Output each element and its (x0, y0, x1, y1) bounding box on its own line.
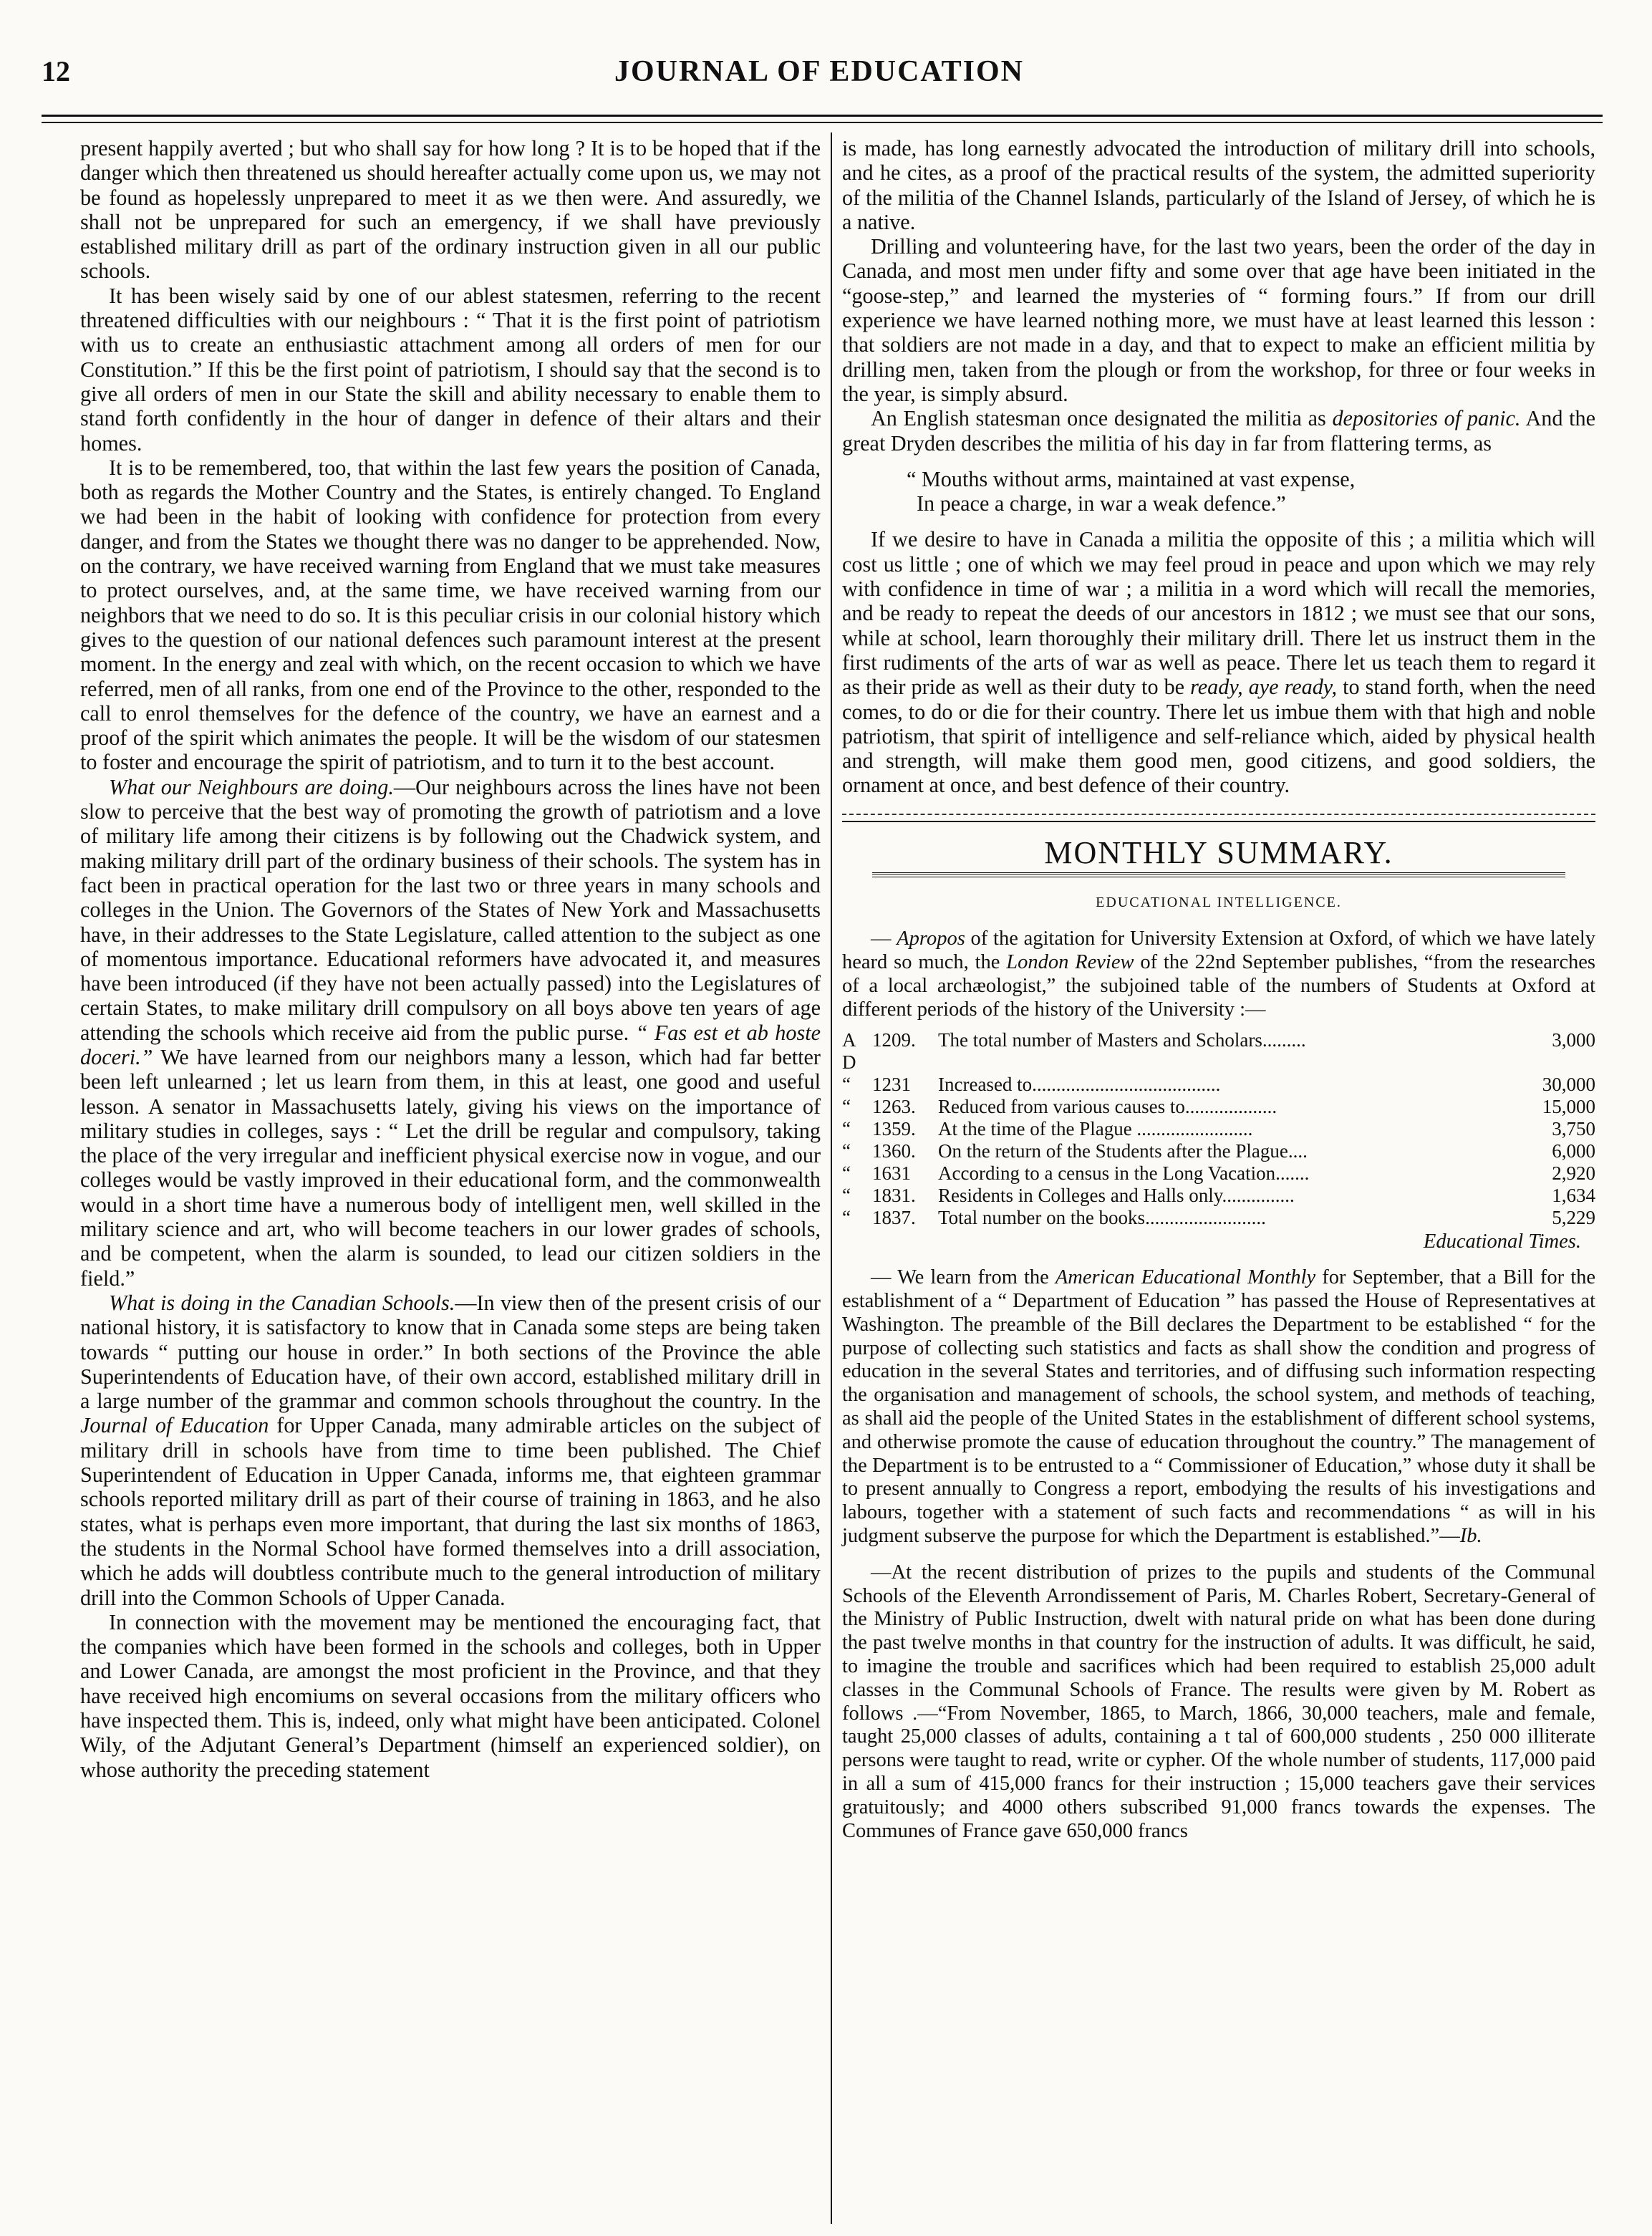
table-cell-year: 1263. (872, 1095, 916, 1117)
table-cell-year: 1831. (872, 1184, 916, 1206)
dryden-quote: “ Mouths without arms, maintained at vast expense, In peace a charge, in war a weak defence.” (907, 466, 1356, 516)
paragraph: is made, has long earnestly advocated the introduction of military drill into schools, and he cites, as a proof of the practical results of the system, the admitted superiority of the militia of the Channel Islands, particularly of the Island of Jersey, of which he is a native. (842, 136, 1595, 234)
table-row (842, 1140, 1595, 1162)
paragraph: — Apropos of the agitation for University Extension at Oxford, of which we have lately heard so much, the London Review of the 22nd September publishes, “from the researches of a local archæologist,” the subjoined table of the numbers of Students at Oxford at different periods of the history of the University :— (842, 927, 1596, 1021)
table-row (842, 1162, 1595, 1185)
paragraph: present happily averted ; but who shall say for how long ? It is to be hoped that if the danger which then threatened us should hereafter actually come upon us, we may not be found as hopelessly unprepared to meet it as we then were. And assuredly, we shall not be unprepared for such an emergency, if we shall have previously established military drill as part of the ordinary instruction given in all our public schools. (80, 136, 821, 284)
paragraph: It is to be remembered, too, that within the last few years the position of Canada, both as regards the Mother Country and the States, is entirely changed. To England we had been in the habit of looking with confidence for protection from every danger, and from the States we thought there was no danger to be apprehended. Now, on the contrary, we have received warning from England that we must take measures to protect ourselves, and, at the same time, we have received warning from our neighbors that we need to do so. It is this peculiar crisis in our colonial history which gives to the question of our national defences such paramount interest at the present moment. In the energy and zeal with which, on the recent occasion to which we have referred, men of all ranks, from one end of the Province to the other, responded to the call to enrol themselves for the defence of the country, we have an earnest and a proof of the spirit which animates the people. It will be the wisdom of our statesmen to foster and encourage the spirit of patriotism, and to turn it to the best account. (80, 455, 821, 775)
table-cell-value: 15,000 (1542, 1095, 1595, 1117)
table-cell-year: 1631 (872, 1162, 911, 1184)
subsection-heading: EDUCATIONAL INTELLIGENCE. (1096, 895, 1342, 911)
paragraph: An English statesman once designated the militia as depositories of panic. And the great Dryden describes the militia of his day in far from flattering terms, as (842, 406, 1596, 456)
section-heading: What is doing in the Canadian Schools. (109, 1290, 455, 1315)
table-cell-prefix: A D (842, 1028, 856, 1073)
table-cell-value: 2,920 (1552, 1162, 1595, 1184)
page-header (32, 54, 1607, 105)
paragraph: — We learn from the American Educational Monthly for September, that a Bill for the establishment of a “ Department of Education ” has passed the House of Representatives at Washington. The preamble of the Bill declares the Department to be established “ for the purpose of collecting such statistics and facts as shall show the condition and progress of education in the several States and territories, and of diffusing such information respecting the organisation and management of schools, the school system, and methods of teaching, as shall aid the people of the United States in the establishment of different school systems, and otherwise promote the cause of education throughout the country.” The management of the Department is to be entrusted to a “ Commissioner of Education,” whose duty it shall be to present annually to Congress a report, embodying the results of his investigations and labours, together with a statement of such facts and recommendations “ as will in his judgment subserve the purpose for which the Department is established.”—Ib. (842, 1266, 1596, 1548)
paragraph: Drilling and volunteering have, for the last two years, been the order of the day in Canada, and most men under fifty and some over that age have been initiated in the “goose-step,” and learned the mysteries of “ forming fours.” If from our drill experience we have learned nothing more, we must have at least learned this lesson : that soldiers are not made in a day, and that to expect to make an efficient militia by drilling men, taken from the plough or from the workshop, for three or four weeks in the year, is simply absurd. (842, 234, 1595, 406)
section-divider (842, 821, 1595, 822)
paragraph: It has been wisely said by one of our ablest statesmen, referring to the recent threatened difficulties with our neighbours : “ That it is the first point of patriotism with us to create an enthusiastic attachment among all orders of men for our Constitution.” If this be the first point of patriotism, I should say that the second is to give all orders of men in our State the skill and ability necessary to enable them to stand forth confidently in the hour of danger in defence of their altars and their homes. (80, 283, 821, 456)
table-cell-value: 6,000 (1552, 1139, 1595, 1162)
paragraph: What is doing in the Canadian Schools.—In view then of the present crisis of our national history, it is satisfactory to know that in Canada some steps are being taken towards “ putting our house in order.” In both sections of the Province the able Superintendents of Education have, of their own accord, established military drill in a large number of the grammar and common schools throughout the country. In the Journal of Education for Upper Canada, many admirable articles on the subject of military drill in schools have from time to time been published. The Chief Superintendent of Education in Upper Canada, informs me, that eighteen grammar schools reported military drill as part of their course of training in 1863, and he also states, what is perhaps even more important, that during the last six months of 1863, the students in the Normal School have formed themselves into a drill association, which he adds will doubtless contribute much to the general introduction of military drill into the Common Schools of Upper Canada. (80, 1290, 821, 1610)
table-cell-value: 30,000 (1542, 1073, 1595, 1095)
section-divider (842, 814, 1595, 815)
section-heading: What our Neighbours are doing. (109, 774, 394, 799)
table-cell-year: 1360. (872, 1139, 916, 1162)
table-row (842, 1096, 1595, 1118)
table-cell-desc: Total number on the books......................... (938, 1206, 1266, 1228)
page-number: 12 (42, 55, 70, 87)
right-column (842, 136, 1595, 1843)
title-rule (872, 872, 1565, 877)
table-cell-year: 1359. (872, 1117, 916, 1139)
header-rule-top (42, 115, 1603, 117)
paragraph: —At the recent distribution of prizes to the pupils and students of the Communal Schools of the Eleventh Arrondissement of Paris, M. Charles Robert, Secretary-General of the Ministry of Public Instruction, dwelt with natural pride on what has been done during the past twelve months in that country for the instruction of adults. It was difficult, he said, to imagine the trouble and sacrifices which had been required to establish 25,000 adult classes in the Communal Schools of France. The results were given by M. Robert as follows .—“From November, 1865, to March, 1866, 30,000 teachers, male and female, taught 25,000 classes of adults, containing a t tal of 600,000 students , 250 000 illiterate persons were taught to read, write or cypher. Of the whole number of students, 117,000 paid in all a sum of 415,000 francs for their instruction ; 15,000 teachers gave their services gratuitously; and 4000 others subscribed 91,000 francs towards the expenses. The Communes of France gave 650,000 francs (842, 1561, 1595, 1842)
table-cell-desc: Residents in Colleges and Halls only............... (938, 1184, 1295, 1206)
latin-quote: “ Fas est et ab hoste doceri.” (80, 1020, 821, 1069)
header-rule-bottom (42, 122, 1603, 123)
table-row (842, 1118, 1595, 1140)
table-cell-desc: Reduced from various causes to................... (938, 1095, 1277, 1117)
table-cell-year: 1837. (872, 1206, 916, 1228)
table-cell-prefix: “ (842, 1184, 851, 1206)
table-cell-value: 5,229 (1552, 1206, 1595, 1228)
column-divider (831, 132, 832, 2224)
journal-reference: Journal of Education (80, 1413, 269, 1438)
paragraph: If we desire to have in Canada a militia the opposite of this ; a militia which will cost us little ; one of which we may feel proud in peace and upon which we may rely with confidence in time of war ; a militia in a word which will recall the memories, and be ready to repeat the deeds of our ancestors in 1812 ; we must see that our sons, while at school, learn thoroughly their military drill. There let us instruct them in the first rudiments of the arts of war as well as peace. There let us teach them to regard it as their pride as well as their duty to be ready, aye ready, to stand forth, when the need comes, to do or die for their country. There let us imbue them with that high and noble patriotism, that spirit of intelligence and self-reliance which, aided by physical health and strength, will make them good men, good citizens, and good soldiers, the ornament at once, and best defence of their country. (842, 527, 1596, 798)
left-column (80, 136, 821, 1782)
table-cell-desc: The total number of Masters and Scholars......... (938, 1028, 1306, 1051)
table-cell-desc: On the return of the Students after the Plague.... (938, 1139, 1308, 1162)
section-title: MONTHLY SUMMARY. (1044, 834, 1393, 870)
table-cell-prefix: “ (842, 1162, 851, 1184)
table-cell-prefix: “ (842, 1139, 851, 1162)
table-row (842, 1074, 1595, 1096)
table-row (842, 1207, 1595, 1229)
table-cell-desc: At the time of the Plague ........................ (938, 1117, 1253, 1139)
table-cell-value: 1,634 (1552, 1184, 1595, 1206)
table-source: Educational Times. (1423, 1230, 1581, 1253)
table-cell-desc: According to a census in the Long Vacation....... (938, 1162, 1310, 1184)
table-cell-year: 1209. (872, 1028, 916, 1051)
table-row (842, 1029, 1595, 1074)
table-row (842, 1185, 1595, 1207)
oxford-students-table (842, 1029, 1595, 1229)
table-cell-value: 3,000 (1552, 1028, 1595, 1051)
table-cell-value: 3,750 (1552, 1117, 1595, 1139)
table-cell-prefix: “ (842, 1095, 851, 1117)
table-cell-desc: Increased to....................................... (938, 1073, 1221, 1095)
table-cell-prefix: “ (842, 1206, 851, 1228)
paragraph: In connection with the movement may be mentioned the encouraging fact, that the companies which have been formed in the schools and colleges, both in Upper and Lower Canada, are amongst the most proficient in the Province, and that they have received high encomiums on several occasions from the military officers who have inspected them. This is, indeed, only what might have been anticipated. Colonel Wily, of the Adjutant General’s Department (himself an experienced soldier), on whose authority the preceding statement (80, 1609, 821, 1782)
journal-title: JOURNAL OF EDUCATION (614, 55, 1025, 88)
paragraph: What our Neighbours are doing.—Our neighbours across the lines have not been slow to perceive that the best way of promoting the growth of patriotism and a love of military life among their citizens is by following out the Chadwick system, and making military drill part of the ordinary business of their schools. The system has in fact been in practical operation for the last two or three years in many schools and colleges in the Union. The Governors of the States of New York and Massachusetts have, in their addresses to the State Legislature, called attention to the subject as one of momentous importance. Educational reformers have advocated it, and measures have been introduced (if they have not been actually passed) into the Legislatures of certain States, to make military drill compulsory on all boys above ten years of age attending the schools which receive aid from the public purse. “ Fas est et ab hoste doceri.” We have learned from our neighbors many a lesson, which had far better been left unlearned ; let us learn from them, in this at least, one good and useful lesson. A senator in Massachusetts lately, giving his views on the importance of military studies in colleges, says : “ Let the drill be regular and compulsory, taking the place of the very irregular and inefficient physical exercise now in vogue, and our colleges would be vastly improved in their educational form, and the commonwealth would in a short time have a numerous body of intelligent men, well skilled in the military science and art, who will become teachers in our lower grades of schools, and be competent, when the alarm is sounded, to lead our citizen soldiers in the field.” (80, 774, 821, 1291)
table-cell-year: 1231 (872, 1073, 911, 1095)
summary-body (842, 927, 1595, 1843)
table-cell-prefix: “ (842, 1073, 851, 1095)
table-cell-prefix: “ (842, 1117, 851, 1139)
